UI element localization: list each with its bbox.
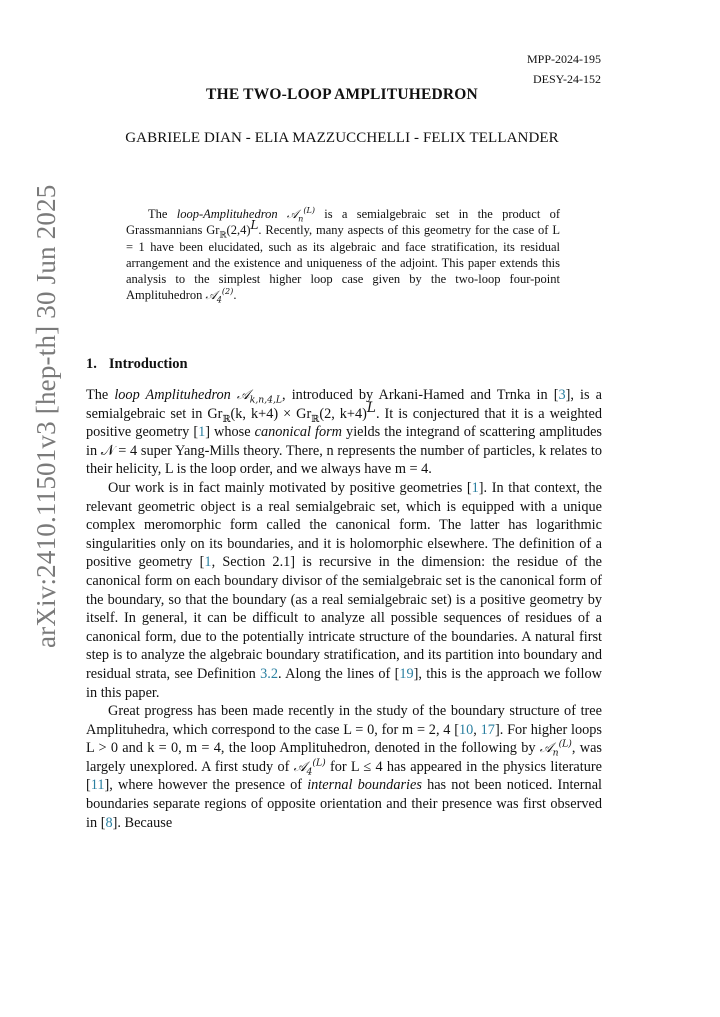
body-text <box>86 386 602 832</box>
paragraph-1: The loop Amplituhedron 𝒜$_{k,n,4,L}$, introduced by Arkani-Hamed and Trnka in [3], is a semialgebraic set in $Gr_ℝ(k$, $k+4) \times Gr_ℝ(2$, k+4)$^L$. It is conjectured that it is a weighted positive geometry [1] whose canonical form yields the integrand of scattering amplitudes in 𝒩 = 4 super Yang-Mills theory. There, n represents the number of particles, k relates to their helicity, L is the loop order, and we always have m = 4. <box>86 387 603 478</box>
report-number-desy: DESY-24-152 <box>533 72 601 86</box>
citation-link[interactable]: 1 <box>204 554 212 571</box>
citation-link[interactable]: 1 <box>198 424 206 441</box>
paper-title: THE TWO-LOOP AMPLITUHEDRON <box>206 86 478 103</box>
citation-link[interactable]: 19 <box>399 665 414 682</box>
paragraph-2: Our work is in fact mainly motivated by positive geometries [1]. In that context, the relevant geometric object is a real semialgebraic set, which is equipped with a unique complex meromorphic form called the canonical form. The latter has logarithmic singularities only on its boundaries, and it is holomorphic elsewhere. The definition of a positive geometry [1, Section 2.1] is recursive in the dimension: the residue of the canonical form on each boundary divisor of the semialgebraic set is the canonical form of the boundary, so that the boundary (as a real semialgebraic set) is a positive geometry by itself. In general, it can be difficult to analyze all possible sequences of residues of a canonical form, due to the potentially intricate structure of the boundaries. A natural first step is to analyze the algebraic boundary stratification, and its partition into boundary and residual strata, see Definition 3.2. Along the lines of [19], this is the approach we follow in this paper. <box>86 479 603 701</box>
report-number-mpp: MPP-2024-195 <box>526 52 601 66</box>
citation-link[interactable]: 8 <box>105 814 113 831</box>
citation-link[interactable]: 3 <box>558 387 566 403</box>
citation-link[interactable]: 17 <box>480 721 495 738</box>
abstract: The loop-Amplituhedron 𝒜$_n^{(L)}$ is a semialgebraic set in the product of Grassmannians $Gr_ℝ(2,4)^L$. Recently, many aspects of this geometry for the case of L = 1 have been elucidated, such as its algebraic and face stratification, its residual arrangement and the existence and uniqueness of the adjoint. This paper extends this analysis to the simplest higher loop case given by the two-loop four-point Amplituhedron 𝒜$_4^{(2)}$. <box>126 206 560 305</box>
citation-link[interactable]: 10 <box>459 721 474 738</box>
paper-authors: GABRIELE DIAN - ELIA MAZZUCCHELLI - FELIX TELLANDER <box>125 130 559 146</box>
citation-link[interactable]: 1 <box>471 479 479 496</box>
section-heading-introduction: 1. Introduction <box>86 356 188 372</box>
paragraph-3: Great progress has been made recently in the study of the boundary structure of tree Amplituhedra, which correspond to the case L = 0, for m = 2, 4 [10, 17]. For higher loops L > 0 and k = 0, m = 4, the loop Amplituhedron, denoted in the following by 𝒜$_n^{(L)}$, was largely unexplored. A first study of 𝒜$_4^{(L)}$ for L ≤ 4 has appeared in the physics literature [11], where however the presence of internal boundaries has not been noticed. Internal boundaries separate regions of opposite orientation and their presence was first observed in [8]. Because <box>86 703 603 831</box>
citation-link[interactable]: 11 <box>90 777 105 794</box>
definition-link[interactable]: 3.2 <box>260 665 279 682</box>
arxiv-margin-id: arXiv:2410.11501v3 [hep-th] 30 Jun 2025 <box>31 184 61 648</box>
